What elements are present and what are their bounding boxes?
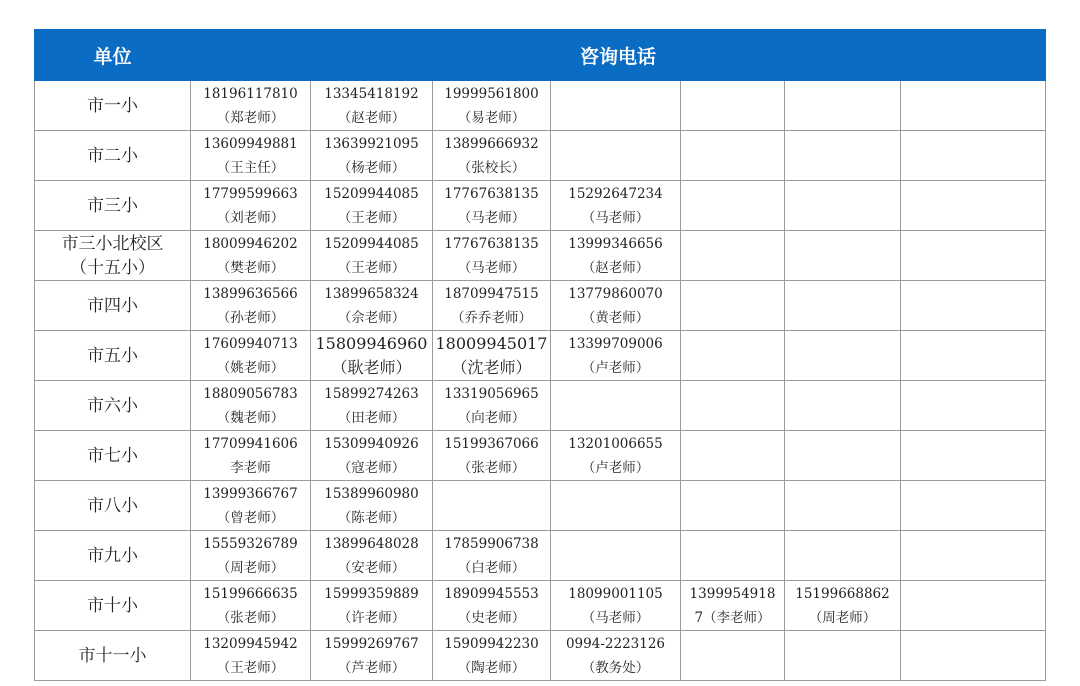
contact-table	[34, 29, 1046, 681]
phone-contact-cell: 13209945942 （王老师）	[191, 631, 311, 681]
unit-name: 市四小	[35, 281, 191, 331]
phone-contact-cell: 19999561800 （易老师）	[433, 81, 551, 131]
unit-name: 市二小	[35, 131, 191, 181]
empty-cell	[681, 531, 785, 581]
empty-cell	[681, 631, 785, 681]
empty-cell	[785, 431, 901, 481]
phone-contact-cell: 15999359889 （许老师）	[311, 581, 433, 631]
unit-name: 市十一小	[35, 631, 191, 681]
empty-cell	[551, 131, 681, 181]
unit-name: 市三小北校区 （十五小）	[35, 231, 191, 281]
empty-cell	[785, 231, 901, 281]
phone-contact-cell: 15199666635 （张老师）	[191, 581, 311, 631]
phone-contact-cell: 13319056965 （向老师）	[433, 381, 551, 431]
unit-name: 市十小	[35, 581, 191, 631]
phone-contact-cell: 15899274263 （田老师）	[311, 381, 433, 431]
table-row	[35, 331, 1046, 381]
phone-contact-cell: 18809056783 （魏老师）	[191, 381, 311, 431]
empty-cell	[785, 281, 901, 331]
table-row	[35, 181, 1046, 231]
empty-cell	[901, 131, 1046, 181]
phone-contact-cell: 13201006655 （卢老师）	[551, 431, 681, 481]
header-unit: 单位	[35, 30, 191, 81]
empty-cell	[901, 281, 1046, 331]
phone-contact-cell: 15909942230 （陶老师）	[433, 631, 551, 681]
empty-cell	[785, 181, 901, 231]
phone-contact-cell: 15809946960 （耿老师）	[311, 331, 433, 381]
empty-cell	[785, 381, 901, 431]
empty-cell	[433, 481, 551, 531]
phone-contact-cell: 17609940713 （姚老师）	[191, 331, 311, 381]
table-row	[35, 381, 1046, 431]
empty-cell	[681, 381, 785, 431]
header-row	[35, 30, 1046, 81]
empty-cell	[901, 381, 1046, 431]
phone-contact-cell: 1399954918 7（李老师）	[681, 581, 785, 631]
unit-name: 市六小	[35, 381, 191, 431]
empty-cell	[901, 231, 1046, 281]
phone-contact-cell: 18009945017 （沈老师）	[433, 331, 551, 381]
empty-cell	[681, 481, 785, 531]
empty-cell	[785, 131, 901, 181]
phone-contact-cell: 18196117810 （郑老师）	[191, 81, 311, 131]
table-row	[35, 481, 1046, 531]
table-row	[35, 531, 1046, 581]
table-row	[35, 431, 1046, 481]
phone-contact-cell: 0994-2223126 （教务处）	[551, 631, 681, 681]
phone-contact-cell: 13609949881 （王主任）	[191, 131, 311, 181]
empty-cell	[901, 581, 1046, 631]
phone-contact-cell: 13345418192 （赵老师）	[311, 81, 433, 131]
phone-contact-cell: 15199668862 （周老师）	[785, 581, 901, 631]
empty-cell	[785, 481, 901, 531]
unit-name: 市三小	[35, 181, 191, 231]
phone-contact-cell: 18709947515 （乔乔老师）	[433, 281, 551, 331]
phone-contact-cell: 18099001105 （马老师）	[551, 581, 681, 631]
empty-cell	[681, 81, 785, 131]
empty-cell	[785, 531, 901, 581]
unit-name: 市七小	[35, 431, 191, 481]
empty-cell	[681, 431, 785, 481]
empty-cell	[901, 331, 1046, 381]
unit-name: 市五小	[35, 331, 191, 381]
empty-cell	[785, 81, 901, 131]
table-row	[35, 281, 1046, 331]
phone-contact-cell: 13639921095 （杨老师）	[311, 131, 433, 181]
phone-contact-cell: 13899648028 （安老师）	[311, 531, 433, 581]
empty-cell	[681, 231, 785, 281]
table-row	[35, 581, 1046, 631]
phone-contact-cell: 15209944085 （王老师）	[311, 181, 433, 231]
table-row	[35, 81, 1046, 131]
empty-cell	[785, 331, 901, 381]
phone-contact-cell: 13899658324 （佘老师）	[311, 281, 433, 331]
unit-name: 市九小	[35, 531, 191, 581]
phone-contact-cell: 13399709006 （卢老师）	[551, 331, 681, 381]
table-row	[35, 231, 1046, 281]
phone-contact-cell: 13999346656 （赵老师）	[551, 231, 681, 281]
empty-cell	[901, 81, 1046, 131]
phone-contact-cell: 15199367066 （张老师）	[433, 431, 551, 481]
empty-cell	[681, 281, 785, 331]
phone-contact-cell: 13779860070 （黄老师）	[551, 281, 681, 331]
empty-cell	[901, 631, 1046, 681]
empty-cell	[901, 181, 1046, 231]
table-body	[35, 81, 1046, 681]
empty-cell	[551, 81, 681, 131]
table-row	[35, 631, 1046, 681]
phone-contact-cell: 17709941606 李老师	[191, 431, 311, 481]
phone-contact-cell: 13899666932 （张校长）	[433, 131, 551, 181]
phone-contact-cell: 17799599663 （刘老师）	[191, 181, 311, 231]
unit-name: 市一小	[35, 81, 191, 131]
empty-cell	[551, 531, 681, 581]
phone-contact-cell: 15292647234 （马老师）	[551, 181, 681, 231]
empty-cell	[901, 481, 1046, 531]
empty-cell	[551, 381, 681, 431]
empty-cell	[551, 481, 681, 531]
phone-contact-cell: 18009946202 （樊老师）	[191, 231, 311, 281]
empty-cell	[901, 531, 1046, 581]
phone-contact-cell: 15309940926 （寇老师）	[311, 431, 433, 481]
unit-name: 市八小	[35, 481, 191, 531]
phone-contact-cell: 15389960980 （陈老师）	[311, 481, 433, 531]
phone-contact-cell: 15209944085 （王老师）	[311, 231, 433, 281]
phone-contact-cell: 17767638135 （马老师）	[433, 231, 551, 281]
empty-cell	[901, 431, 1046, 481]
phone-contact-cell: 13999366767 （曾老师）	[191, 481, 311, 531]
empty-cell	[681, 181, 785, 231]
phone-contact-cell: 15559326789 （周老师）	[191, 531, 311, 581]
empty-cell	[681, 331, 785, 381]
empty-cell	[681, 131, 785, 181]
phone-contact-cell: 17859906738 （白老师）	[433, 531, 551, 581]
phone-contact-cell: 15999269767 （芦老师）	[311, 631, 433, 681]
phone-contact-cell: 18909945553 （史老师）	[433, 581, 551, 631]
header-phone: 咨询电话	[191, 30, 1046, 81]
phone-contact-cell: 17767638135 （马老师）	[433, 181, 551, 231]
empty-cell	[785, 631, 901, 681]
table-row	[35, 131, 1046, 181]
phone-contact-cell: 13899636566 （孙老师）	[191, 281, 311, 331]
